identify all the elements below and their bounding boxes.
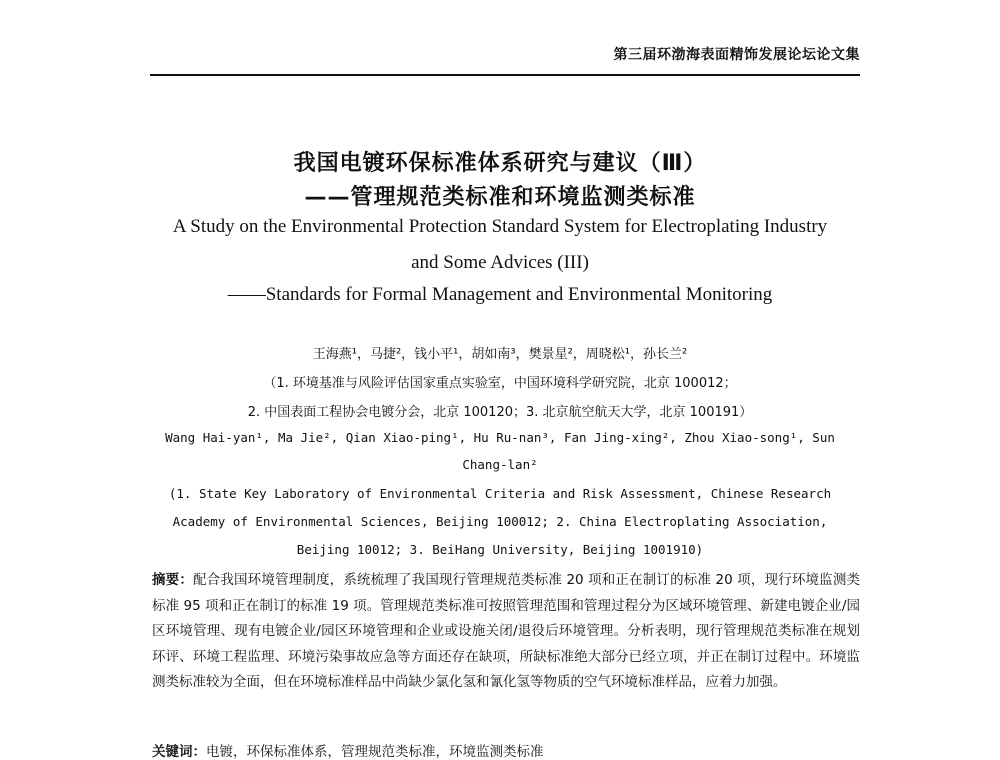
authors-english-line-1: Wang Hai-yan¹, Ma Jie², Qian Xiao-ping¹, Hu Ru-nan³, Fan Jing-xing², Zhou Xiao-song¹, Sun xyxy=(165,430,835,445)
affiliations-english-line-2: Academy of Environmental Sciences, Beijing 100012; 2. China Electroplating Association, xyxy=(172,514,828,529)
abstract-text: 配合我国环境管理制度，系统梳理了我国现行管理规范类标准 20 项和正在制订的标准 20 项，现行环境监测类标准 95 项和正在制订的标准 19 项。管理规范类标准可按照管理范围和管理过程分为区域环境管理、新建电镀企业/园区环境管理、现有电镀企业/园区环境管理和企业或设施关闭/退役后环境管理。分析表明，现行管理规范类标准在规划环评、环境工程监理、环境污染事故应急等方面还存在缺项，所缺标准绝大部分已经立项，并正在制订过程中。环境监测类标准较为全面，但在环境标准样品中尚缺少氯化氢和氰化氢等物质的空气环境标准样品，应着力加强。 xyxy=(152,572,860,690)
proceedings-header: 第三届环渤海表面精饰发展论坛论文集 xyxy=(613,47,860,63)
abstract xyxy=(152,568,860,696)
abstract-label: 摘要： xyxy=(152,572,193,588)
keywords xyxy=(152,740,544,760)
title-chinese-main: 我国电镀环保标准体系研究与建议（Ⅲ） xyxy=(293,151,707,176)
keywords-label: 关键词： xyxy=(152,744,206,760)
authors-chinese: 王海燕¹，马捷²，钱小平¹，胡如南³，樊景星²，周晓松¹，孙长兰² xyxy=(312,347,688,362)
affiliations-chinese-line-1: （1. 环境基准与风险评估国家重点实验室，中国环境科学研究院，北京 100012； xyxy=(263,376,737,391)
header-divider xyxy=(150,74,860,76)
affiliations-english-line-1: (1. State Key Laboratory of Environmental Criteria and Risk Assessment, Chinese Research xyxy=(168,486,832,501)
title-english-subtitle: ——Standards for Formal Management and Environmental Monitoring xyxy=(227,284,773,305)
title-chinese-subtitle: ——管理规范类标准和环境监测类标准 xyxy=(304,185,696,210)
title-english-line-1: A Study on the Environmental Protection Standard System for Electroplating Industry xyxy=(172,216,828,237)
affiliations-english-line-3: Beijing 10012; 3. BeiHang University, Beijing 1001910) xyxy=(296,542,704,557)
title-english-line-2: and Some Advices (III) xyxy=(411,252,589,273)
keywords-text: 电镀，环保标准体系，管理规范类标准，环境监测类标准 xyxy=(206,744,544,760)
affiliations-chinese-line-2: 2. 中国表面工程协会电镀分会，北京 100120；3. 北京航空航天大学，北京 100191） xyxy=(247,405,753,420)
authors-english-line-2: Chang-lan² xyxy=(462,457,538,472)
